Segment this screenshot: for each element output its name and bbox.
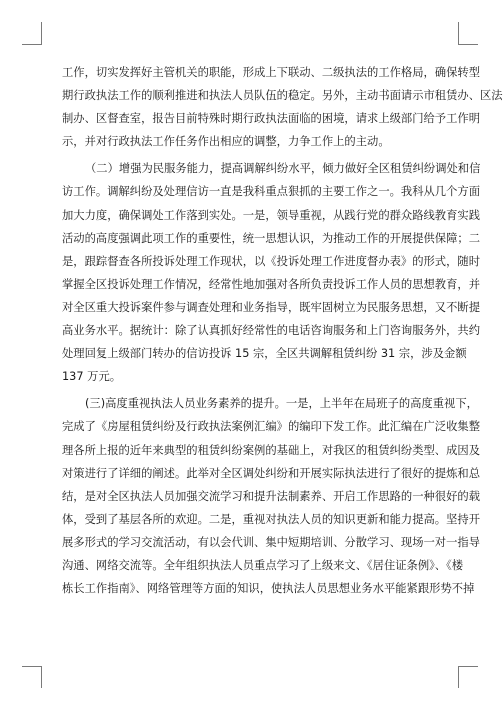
- paragraph-1-line-1: 工作，切实发挥好主管机关的职能，形成上下联动、二级执法的工作格局，确保转型: [62, 66, 480, 79]
- paragraph-2-line-8: 高业务水平。据统计：除了认真抓好经常性的电话咨询服务和上门咨询服务外，共约: [62, 324, 480, 338]
- paragraph-2-line-2: 访工作。调解纠纷及处理信访一直是我科重点狠抓的主要工作之一。我科从几个方面: [62, 185, 480, 199]
- paragraph-1-line-3: 制办、区督查室，报告目前特殊时期行政执法面临的困境，请求上级部门给予工作明: [62, 112, 480, 126]
- crop-mark-top-left-h: [22, 44, 42, 45]
- paragraph-1-line-4: 示，并对行政执法工作任务作出相应的调整，力争工作上的主动。: [62, 135, 390, 149]
- paragraph-3-line-1: (三)高度重视执法人员业务素养的提升。一是，上半年在局班子的高度重视下，: [85, 397, 478, 411]
- paragraph-2-line-10: 137 万元。: [62, 370, 122, 384]
- paragraph-3-line-6: 体，受到了基层各所的欢迎。二是，重视对执法人员的知识更新和能力提高。坚持开: [62, 512, 480, 526]
- paragraph-2-line-7: 对全区重大投诉案件参与调查处理和业务指导，既牢固树立为民服务思想，又不断提: [62, 300, 480, 314]
- paragraph-2-line-9: 处理回复上级部门转办的信访投诉 15 宗，全区共调解租赁纠纷 31 宗，涉及金额: [62, 347, 467, 361]
- crop-mark-bottom-left-v: [41, 666, 42, 688]
- paragraph-2-line-4: 活动的高度强调此项工作的重要性，统一思想认识，为推动工作的开展提供保障；二: [62, 231, 480, 245]
- crop-mark-top-right-h: [458, 44, 478, 45]
- crop-mark-top-right-v: [458, 22, 459, 44]
- crop-mark-bottom-left-h: [22, 666, 42, 667]
- crop-mark-top-left-v: [41, 22, 42, 44]
- crop-mark-bottom-right-h: [458, 666, 478, 667]
- paragraph-3-line-2: 完成了《房屋租赁纠纷及行政执法案例汇编》的编印下发工作。此汇编在广泛收集整: [62, 420, 480, 434]
- paragraph-3-line-5: 结，是对全区执法人员加强交流学习和提升法制素养、开启工作思路的一种很好的载: [62, 489, 480, 503]
- crop-mark-bottom-right-v: [458, 666, 459, 688]
- paragraph-2-line-3: 加大力度，确保调处工作落到实处。一是，领导重视，从践行党的群众路线教育实践: [62, 208, 480, 222]
- paragraph-2-line-1: （二）增强为民服务能力，提高调解纠纷水平，倾力做好全区租赁纠纷调处和信: [85, 162, 481, 176]
- paragraph-1-line-2: 期行政执法工作的顺利推进和执法人员队伍的稳定。另外，主动书面请示市租赁办、区法: [62, 89, 503, 103]
- paragraph-3-line-8: 沟通、网络交流等。全年组织执法人员重点学习了上级来文、《居住证条例》、《楼: [62, 558, 464, 572]
- paragraph-3-line-3: 理各所上报的近年来典型的租赁纠纷案例的基础上，对我区的租赁纠纷类型、成因及: [62, 443, 480, 457]
- paragraph-2-line-5: 是，跟踪督查各所投诉处理工作现状，以《投诉处理工作进度督办表》的形式，随时: [62, 254, 480, 268]
- document-body: [62, 61, 503, 600]
- paragraph-2-line-6: 掌握全区投诉处理工作情况，经常性地加强对各所负责投诉工作人员的思想教育，并: [62, 277, 480, 291]
- paragraph-3-line-7: 展多形式的学习交流活动，有以会代训、集中短期培训、分散学习、现场一对一指导: [62, 535, 480, 549]
- paragraph-3-line-4: 对策进行了详细的阐述。此举对全区调处纠纷和开展实际执法进行了很好的提炼和总: [62, 466, 480, 480]
- paragraph-3-line-9: 栋长工作指南》、网络管理等方面的知识，使执法人员思想业务水平能紧跟形势不掉: [62, 582, 475, 596]
